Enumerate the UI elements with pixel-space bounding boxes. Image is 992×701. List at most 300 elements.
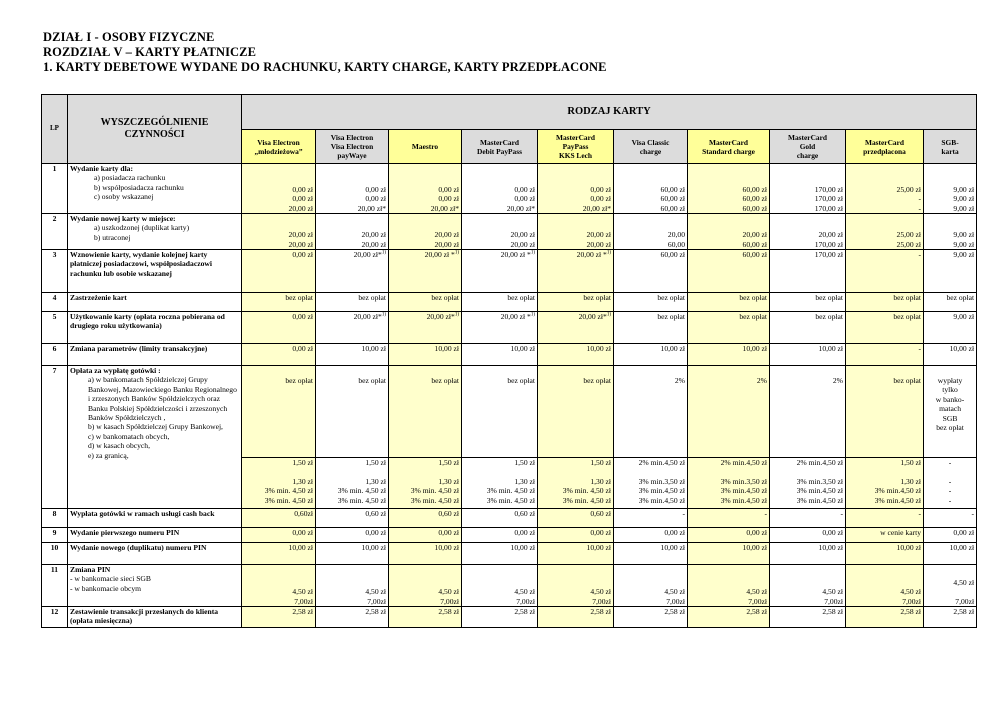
row-number: 4 [42,293,68,312]
fee-value-cell [614,543,688,565]
fee-value: 4,50 zł 7,00zł [664,587,685,606]
fee-value-cell [770,458,846,509]
table-row [42,164,977,214]
fee-value-cell [316,214,389,250]
fee-value: 2% [674,376,685,385]
fee-value: 10,00 zł [896,543,921,552]
table-row [42,293,977,312]
fee-value-cell [462,543,538,565]
fee-value-cell [846,214,924,250]
fee-value: 4,50 zł 7,00zł [953,577,975,606]
card-column-header-line: charge [796,151,819,160]
fee-value-cell [389,565,462,607]
card-column-header-line: Maestro [411,142,439,151]
fee-value: 0,60 zł [365,509,386,518]
fee-value: bez opłat [507,376,535,385]
fee-value: 10,00 zł [586,543,611,552]
footnote-marker: 1) [381,312,386,318]
fee-value-cell [614,214,688,250]
fee-value-cell [924,543,977,565]
card-column-header-line: MasterCard [865,137,904,147]
fee-value-cell [688,509,770,528]
card-column-header-line: KKS Lech [558,151,593,160]
footnote-marker: 1) [454,250,459,256]
fee-value-cell [316,565,389,607]
fee-value-cell [688,458,770,509]
card-column-header [614,130,688,164]
fee-value: 0,00 zł 0,00 zł 20,00 zł [288,184,313,213]
fee-value: 4,50 zł 7,00zł [514,587,535,606]
row-number: 1 [42,164,68,214]
fee-value: 25,00 zł - - [896,184,921,213]
fee-value-cell [462,366,538,458]
fee-value: 10,00 zł [510,543,535,552]
fee-value-cell [242,344,316,366]
footnote-marker: 1) [606,312,611,318]
row-subitem: b) w kasach Spółdzielczej Grupy Bankowej, [88,422,223,432]
fee-value-cell [538,293,614,312]
fee-value-cell [688,164,770,214]
fee-value: bez opłat [285,293,313,302]
row-subitem: e) za granicą, [88,450,129,460]
card-column-header [770,130,846,164]
fee-value-cell [316,607,389,628]
fee-value: bez opłat [815,293,843,302]
card-column-header-line: MasterCard [556,133,595,142]
fee-value-cell [389,214,462,250]
fee-value-cell [846,250,924,293]
card-column-header-line: Standard charge [702,146,755,156]
row-title: Wznowienie karty, wydanie kolejnej karty płatniczej posiadaczowi, współposiadaczowi rachunku lub osobie wskazanej [70,250,212,278]
fee-value: - [918,509,921,518]
fee-value-cell [846,543,924,565]
fee-value-cell [770,509,846,528]
fee-value-cell [462,509,538,528]
row-number: 10 [42,543,68,565]
fee-value-cell [389,293,462,312]
fee-value-cell [242,293,316,312]
fee-value: bez opłat [893,293,921,302]
fee-value-cell [770,214,846,250]
fee-value-cell [614,344,688,366]
fee-value: 0,00 zł [590,528,611,537]
row-title: Wypłata gotówki w ramach usługi cash back [70,509,215,518]
fee-value-cell [688,250,770,293]
footnote-marker: 1) [606,250,611,256]
fee-value: 1,50 zł 1,30 zł 3% min. 4,50 zł 3% min. 4,50 zł [337,458,386,505]
fee-value-cell [688,565,770,607]
fee-value-cell [688,293,770,312]
fee-value: 10,00 zł [434,543,459,552]
row-subitem: c) osoby wskazanej [94,192,154,202]
fee-value: bez opłat [507,293,535,302]
fee-value: 20,00 zł 20,00 zł [288,230,313,249]
fee-value: 10,00 zł [742,344,767,353]
fee-value-cell [462,214,538,250]
fee-value: 1,50 zł 1,30 zł 3% min. 4,50 zł 3% min. 4,50 zł [486,458,535,505]
fee-value-cell [846,312,924,344]
fee-value: 20,00 zł 20,00 zł [586,230,611,249]
fee-value: wypłaty tylko w banko- matach SGB bez opłat [935,376,965,433]
fee-value-cell [846,344,924,366]
row-description [68,509,242,528]
fee-value-cell [316,250,389,293]
row-number: 8 [42,509,68,528]
fee-value-cell [242,312,316,344]
row-description [68,528,242,543]
fee-value: 10,00 zł [949,344,975,353]
fee-value-cell [846,164,924,214]
fee-value: bez opłat [358,376,386,385]
row-number: 2 [42,214,68,250]
fee-value: 4,50 zł 7,00zł [365,587,386,606]
card-type-header: RODZAJ KARTY [242,95,977,130]
card-column-header [688,130,770,164]
fee-value-cell [462,312,538,344]
card-column-header-line: MasterCard [709,137,748,147]
fee-value-cell [538,344,614,366]
row-number: 7 [42,366,68,509]
fee-value-cell [242,164,316,214]
fee-value: 10,00 zł [818,344,843,353]
fee-value-cell [242,458,316,509]
card-column-header-line: przedpłacona [863,146,906,156]
fee-value: 10,00 zł [361,543,386,552]
row-title: Opłata za wypłatę gotówki : [70,366,161,375]
row-number: 12 [42,607,68,628]
fee-value-cell [538,164,614,214]
card-column-header-line: „młodzieżowa” [254,146,303,156]
fee-value: 170,00 zł [814,250,843,259]
footnote-marker: 1) [530,312,535,318]
fee-value-cell [688,214,770,250]
table-row [42,565,977,607]
fee-value-cell [538,607,614,628]
fee-value: 0,00 zł [953,528,975,537]
fee-value-cell [614,565,688,607]
fee-value-cell [389,250,462,293]
fee-value: 20,00 zł * [424,250,455,259]
fee-value-cell [614,293,688,312]
fee-value-cell [462,458,538,509]
card-column-header-line: MasterCard [480,137,519,147]
row-subitem: d) w kasach obcych, [88,441,150,451]
footnote-marker: 1) [381,250,386,256]
fee-value: bez opłat [285,376,313,385]
fee-value-cell [316,164,389,214]
card-column-header-line: payWaye [337,151,367,160]
fee-value-cell [770,164,846,214]
table-row [42,607,977,628]
card-column-header [242,130,316,164]
fee-value: 4,50 zł 7,00zł [746,587,767,606]
fee-value-cell [614,458,688,509]
fee-value-cell [688,543,770,565]
fee-value-cell [924,366,977,458]
fee-value-cell [316,458,389,509]
fee-value: 20,00 60,00 [667,230,685,249]
fee-value-cell [316,543,389,565]
row-description [68,607,242,628]
card-column-header [846,130,924,164]
fee-value: 10,00 zł [949,543,975,552]
fee-value: 0,00 zł [292,528,313,537]
fee-value: 0,00 zł 0,00 zł 20,00 zł* [430,184,459,213]
fee-value: 10,00 zł [660,344,685,353]
chapter-heading: ROZDZIAŁ V – KARTY PŁATNICZE [43,45,257,59]
fee-value: 0,00 zł [292,250,313,259]
fee-value-cell [924,293,977,312]
fee-value-cell [389,458,462,509]
row-title: Wydanie nowej karty w miejsce: [70,214,176,223]
fee-value: 10,00 zł [586,344,611,353]
row-number: 5 [42,312,68,344]
fee-value: 2% min.4,50 zł 3% min.3,50 zł 3% min.4,50 zł 3% min.4,50 zł [796,458,843,505]
fee-value-cell [242,528,316,543]
fee-value: w cenie karty [880,528,921,537]
fee-value: 20,00 zł * [500,250,531,259]
fee-value-cell [614,164,688,214]
card-column-header [462,130,538,164]
fee-value-cell [770,344,846,366]
row-number: 11 [42,565,68,607]
fee-value-cell [538,366,614,458]
section-heading: DZIAŁ I - OSOBY FIZYCZNE [43,30,215,44]
fee-value: 0,60 zł [438,509,459,518]
fee-value-cell [924,565,977,607]
fee-value-cell [389,164,462,214]
fee-value: bez opłat [583,376,611,385]
fee-value-cell [462,293,538,312]
fee-value-cell [538,458,614,509]
fee-value-cell [924,509,977,528]
fee-value-cell [389,528,462,543]
fee-value: bez opłat [358,293,386,302]
row-description [68,366,242,509]
fee-value: 2% min.4,50 zł 3% min.3,50 zł 3% min.4,50 zł 3% min.4,50 zł [720,458,767,505]
fee-value-cell [242,250,316,293]
fee-value: 0,00 zł [365,528,386,537]
fee-value-cell [846,366,924,458]
fee-value: bez opłat [893,312,921,321]
row-subitem: a) posiadacza rachunku [94,173,166,183]
fee-value: 9,00 zł 9,00 zł 9,00 zł [953,184,975,213]
fee-value-cell [924,344,977,366]
fee-value: 9,00 zł 9,00 zł [953,230,975,249]
fee-value-cell [770,293,846,312]
fee-value-cell [846,565,924,607]
fee-value: bez opłat [893,376,921,385]
row-description [68,214,242,250]
fee-value-cell [538,214,614,250]
fee-value-cell [242,543,316,565]
fee-value: - [764,509,767,518]
fee-value-cell [614,250,688,293]
fee-value: 10,00 zł [510,344,535,353]
fee-value-cell [462,164,538,214]
fee-value: 2% min.4,50 zł 3% min.3,50 zł 3% min.4,50 zł 3% min.4,50 zł [638,458,685,505]
fee-value: 10,00 zł [434,344,459,353]
card-column-header-line: Gold [799,142,816,151]
row-description [68,312,242,344]
row-subitem: - w bankomacie obcym [70,583,142,593]
fee-value-cell [389,607,462,628]
fee-value: 60,00 zł [660,250,685,259]
row-subitem: a) uszkodzonej (duplikat karty) [94,223,190,233]
fee-value-cell [538,565,614,607]
table-row [42,528,977,543]
fee-value: 2,58 zł [292,607,313,616]
card-column-header-line: MasterCard [788,133,827,142]
fee-value: 4,50 zł 7,00zł [590,587,611,606]
fee-value: 2,58 zł [664,607,685,616]
fee-value-cell [316,312,389,344]
fee-value: 4,50 zł 7,00zł [292,587,313,606]
fee-value: 20,00 zł * [576,250,607,259]
fee-value: 60,00 zł 60,00 zł 60,00 zł [660,184,685,213]
fee-value-cell [538,250,614,293]
fee-value: 20,00 zł 20,00 zł [361,230,386,249]
row-title: Użytkowanie karty (opłata roczna pobierana od drugiego roku użytkowania) [70,312,225,331]
fee-value-cell [242,366,316,458]
fee-value-cell [389,312,462,344]
fee-value-cell [770,312,846,344]
fee-value: 10,00 zł [818,543,843,552]
fee-value-cell [316,509,389,528]
fee-value-cell [389,344,462,366]
card-column-header-line: Visa Electron [330,142,374,151]
row-title: Zmiana PIN [70,565,111,574]
card-column-header-line: charge [639,146,662,156]
subsection-heading: 1. KARTY DEBETOWE WYDANE DO RACHUNKU, KARTY CHARGE, KARTY PRZEDPŁACONE [43,60,607,74]
row-description [68,543,242,565]
row-title: Wydanie karty dla: [70,164,134,173]
row-number: 6 [42,344,68,366]
row-number: 3 [42,250,68,293]
fee-value: 2,58 zł [822,607,843,616]
row-number: 9 [42,528,68,543]
fee-value: 1,50 zł 1,30 zł 3% min. 4,50 zł 3% min. 4,50 zł [562,458,611,505]
card-column-header [316,130,389,164]
fee-value: 9,00 zł [953,312,975,321]
fee-value-cell [389,543,462,565]
fee-value: bez opłat [815,312,843,321]
table-row [42,366,977,458]
fee-value: 4,50 zł 7,00zł [438,587,459,606]
footnote-marker: 1) [454,312,459,318]
table-row [42,250,977,293]
fee-value: 0,00 zł [292,312,313,321]
fee-value-cell [614,509,688,528]
fee-value-cell [614,607,688,628]
table-row [42,312,977,344]
fee-value: 10,00 zł [288,543,313,552]
fee-value-cell [538,509,614,528]
fee-value: 9,00 zł [953,250,975,259]
card-column-header-line: PayPass [562,142,589,151]
fee-value: - [918,250,921,259]
fee-value-cell [538,543,614,565]
fee-value-cell [316,528,389,543]
fee-value: bez opłat [739,312,767,321]
row-description [68,565,242,607]
fee-value: 0,00 zł 0,00 zł 20,00 zł* [582,184,611,213]
card-column-header [924,130,977,164]
fee-value: bez opłat [739,293,767,302]
fee-value-cell [316,293,389,312]
fee-value: 60,00 zł 60,00 zł 60,00 zł [742,184,767,213]
fee-value: 10,00 zł [361,344,386,353]
fee-value-cell [846,509,924,528]
fee-value-cell [688,607,770,628]
fee-value: 0,00 zł [822,528,843,537]
row-subitem: b) utraconej [94,232,131,242]
row-title: Zestawienie transakcji przesłanych do klienta (opłata miesięczna) [70,607,219,626]
card-column-header-line: Debit PayPass [477,146,522,156]
fee-value: 2,58 zł [590,607,611,616]
fee-value: 10,00 zł [660,543,685,552]
fee-value-cell [770,565,846,607]
fee-value: bez opłat [583,293,611,302]
fee-value-cell [770,543,846,565]
row-subitem: - w bankomacie sieci SGB [70,574,151,584]
fee-value: 1,50 zł 1,30 zł 3% min. 4,50 zł 3% min. 4,50 zł [264,458,313,505]
fee-value-cell [770,250,846,293]
row-title: Wydanie pierwszego numeru PIN [70,528,180,537]
fee-value-cell [316,366,389,458]
fee-value-cell [846,607,924,628]
fee-value: 0,00 zł [664,528,685,537]
fee-value: bez opłat [431,376,459,385]
fee-value: - [918,344,921,353]
fee-table-body [42,164,977,628]
table-row [42,344,977,366]
row-subitem: b) współposiadacza rachunku [94,182,184,192]
fee-value: 20,00 zł 20,00 zł [434,230,459,249]
fee-value-cell [846,458,924,509]
fee-value-cell [924,250,977,293]
table-row [42,543,977,565]
fee-value: - [840,509,843,518]
fee-value: 2% [832,376,843,385]
fee-value-cell [924,528,977,543]
fee-value: 0,60 zł [590,509,611,518]
fee-value-cell [924,214,977,250]
fee-value: 0,00 zł [514,528,535,537]
fee-value-cell [614,528,688,543]
fee-value: 20,00 zł* [353,312,382,321]
fee-value: 60,00 zł [742,250,767,259]
card-column-header-line: SGB- [941,137,959,147]
fee-value-cell [389,509,462,528]
card-fee-table [41,94,977,628]
card-column-header-line: Visa Electron [257,137,300,147]
fee-value-cell [316,344,389,366]
fee-value: 4,50 zł 7,00zł [900,587,921,606]
row-title: Wydanie nowego (duplikatu) numeru PIN [70,543,207,552]
lp-header: LP [42,95,68,164]
fee-value: 10,00 zł [742,543,767,552]
fee-value: 2,58 zł [365,607,386,616]
fee-value-cell [462,250,538,293]
fee-value-cell [688,528,770,543]
fee-value-cell [538,312,614,344]
fee-value: bez opłat [657,293,685,302]
fee-value-cell [462,607,538,628]
fee-value: bez opłat [946,293,975,302]
fee-value: - - - - [948,458,952,505]
row-subitem: c) w bankomatach obcych, [88,431,170,441]
